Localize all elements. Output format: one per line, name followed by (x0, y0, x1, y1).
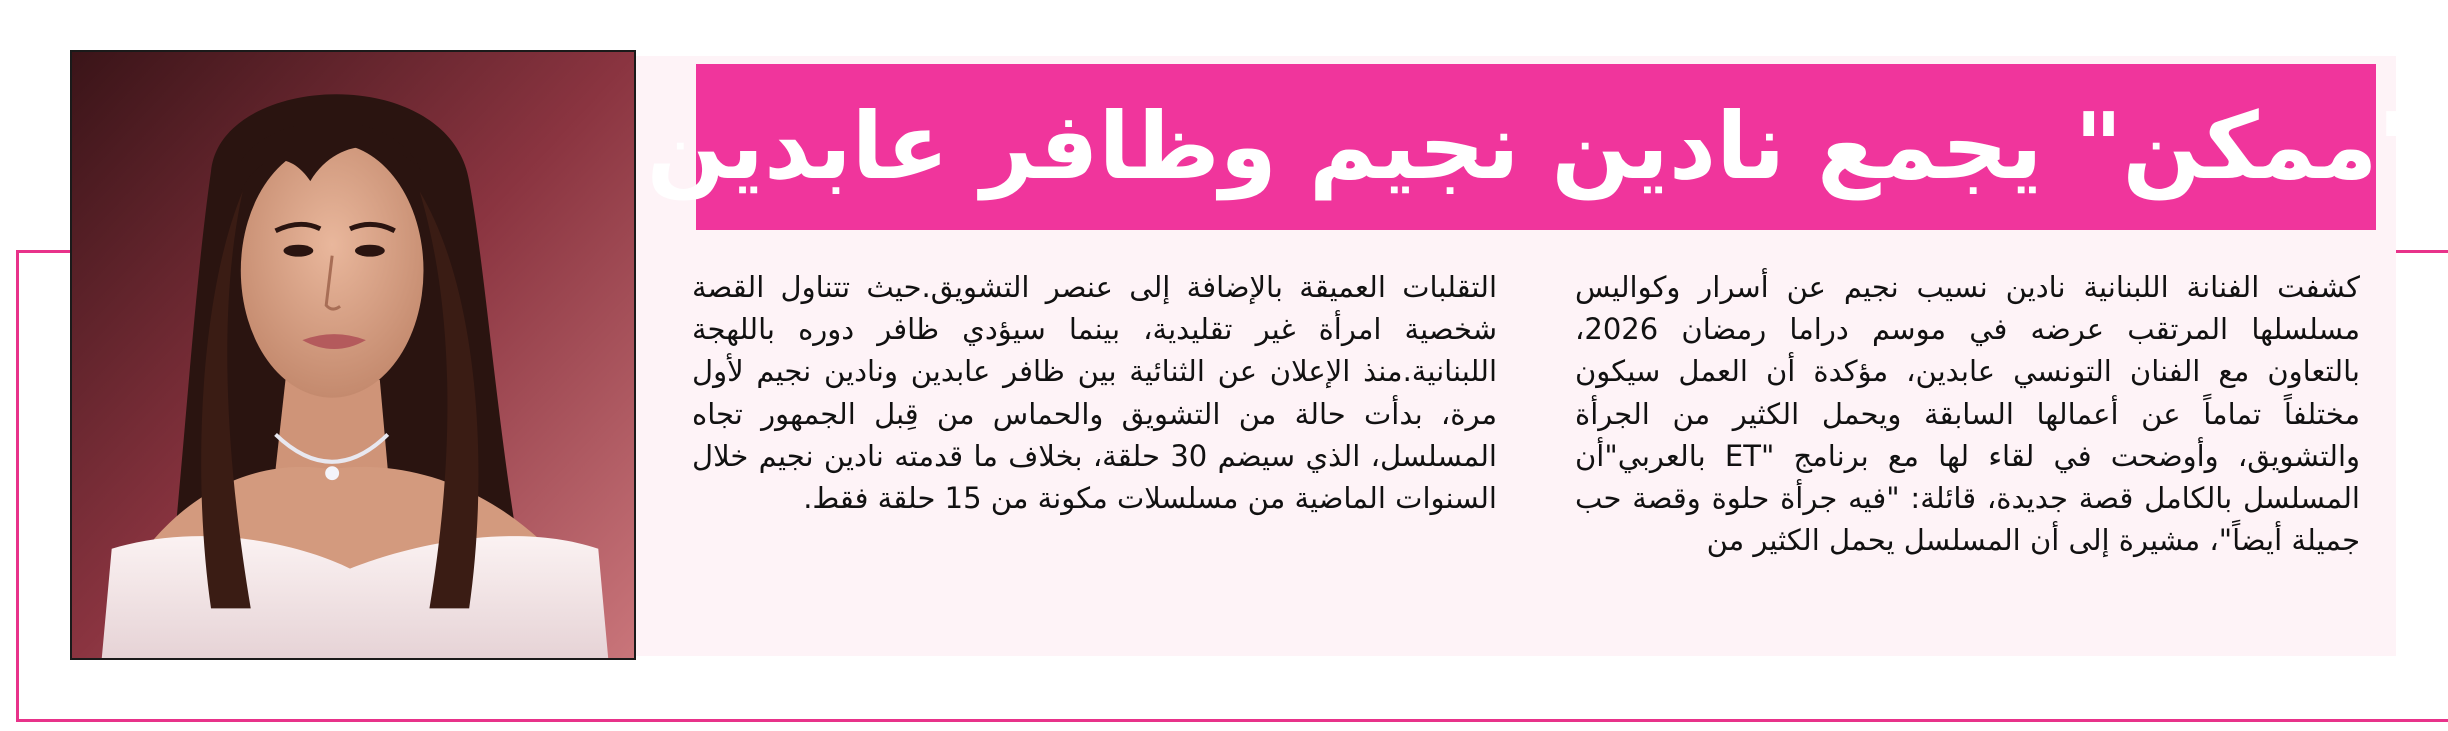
frame-line-left-top (16, 250, 70, 253)
article-column-left: التقلبات العميقة بالإضافة إلى عنصر التشويق.حيث تتناول القصة شخصية امرأة غير تقليدية، بينما سيؤدي ظافر دوره باللهجة اللبنانية.منذ الإعلان عن الثنائية بين ظافر عابدين ونادين نجيم لأول مرة، بدأت حالة من التشويق والحماس من قِبل الجمهور تجاه المسلسل، الذي سيضم 30 حلقة، بخلاف ما قدمته نادين نجيم خلال السنوات الماضية من مسلسلات مكونة من 15 حلقة فقط. (692, 270, 1497, 516)
portrait-photo (70, 50, 636, 660)
frame-line-left (16, 250, 19, 722)
article-column-right: كشفت الفنانة اللبنانية نادين نسيب نجيم عن أسرار وكواليس مسلسلها المرتقب عرضه في موسم دراما رمضان 2026، بالتعاون مع الفنان التونسي عابدين، مؤكدة أن العمل سيكون مختلفاً تماماً عن أعمالها السابقة ويحمل الكثير من الجرأة والتشويق، وأوضحت في لقاء لها مع برنامج "ET بالعربي"أن المسلسل بالكامل قصة جديدة، قائلة: "فيه جرأة حلوة وقصة حب جميلة أيضاً"، مشيرة إلى أن المسلسل يحمل الكثير من (1575, 270, 2361, 558)
headline-title: "ممكن" يجمع نادين نجيم وظافر عابدين (646, 93, 2426, 200)
headline-banner (646, 64, 2426, 230)
frame-line-bottom (16, 719, 2448, 722)
